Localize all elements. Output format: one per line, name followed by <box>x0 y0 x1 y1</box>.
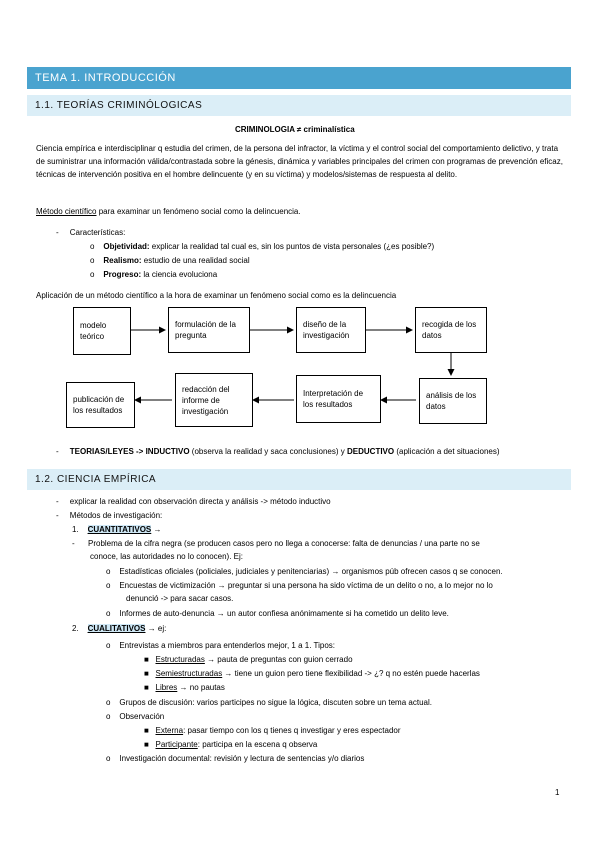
cuant-num: 1. <box>72 525 79 534</box>
grupos-item: o Grupos de discusión: varios participes no sigue la lógica, discuten sobre un tema actual. <box>106 698 432 707</box>
ent-text: → pauta de preguntas con guion cerrado <box>204 655 353 664</box>
section-2-heading: 1.2. CIENCIA EMPÍRICA <box>27 469 571 490</box>
page-number: 1 <box>555 788 560 797</box>
caracteristicas-label: Características: <box>69 228 126 237</box>
ent-text: → tiene un guion pero tiene flexibilidad -> ¿? q no estén puede hacerlas <box>222 669 480 678</box>
cifra-line-2: conoce, las autoridades no lo conocen). Ej: <box>90 552 243 561</box>
flow-box-recogida: recogida de los datos <box>415 307 487 353</box>
obs-item-1: ■ Participante: participa en la escena q observa <box>144 740 318 749</box>
metodo-rest: para examinar un fenómeno social como la delincuencia. <box>96 207 301 216</box>
car-label: Progreso: <box>103 270 142 279</box>
obs-item-0: ■ Externa: pasar tiempo con los q tienes q investigar y eres espectador <box>144 726 401 735</box>
car-label: Realismo: <box>103 256 142 265</box>
criminologia-line: CRIMINOLOGIA ≠ criminalística <box>235 125 355 134</box>
teorias-d: (aplicación a det situaciones) <box>394 447 500 456</box>
emp-item-1: - explicar la realidad con observación directa y análisis -> método inductivo <box>56 497 331 506</box>
cuant-heading <box>72 524 162 535</box>
cifra-line-1: - Problema de la cifra negra (se producen casos pero no llega a conocerse: falta de denuncias / una parte no se <box>72 539 480 548</box>
cuant-item-1: o Encuestas de victimización → preguntar si una persona ha sido víctima de un delito o no, a lo mejor no lo <box>106 581 493 590</box>
emp2-text: Métodos de investigación: <box>69 511 163 520</box>
cuant-item-0: o Estadísticas oficiales (policiales, judiciales y penitenciarias) → organismos púb ofrecen casos q se conocen. <box>106 567 503 576</box>
entrevistas-text: Entrevistas a miembros para entenderlos mejor, 1 a 1. Tipos: <box>119 641 336 650</box>
obs-label: Externa <box>155 726 184 735</box>
car-item-1: o Realismo: estudio de una realidad social <box>90 256 250 265</box>
definition-paragraph: Ciencia empírica e interdisciplinar q estudia del crimen, de la persona del infractor, la víctima y el control social del comportamiento delictivo, y trata de suministrar una información válida/contrastada sobre la génesis, dinámica y variables principales del crimen con programas de prevención eficaz, técnicas de intervención positiva en el hombre delincuente (y en su víctima) y modelos/sistemas de respuesta al delito. <box>36 144 563 179</box>
flow-box-modelo: modelo teórico <box>73 307 131 355</box>
caracteristicas-item: - Características: <box>56 228 126 237</box>
emp-item-2: - Métodos de investigación: <box>56 511 163 520</box>
obs-text: : pasar tiempo con los q tienes q investigar y eres espectador <box>183 726 401 735</box>
teorias-line: - TEORIAS/LEYES -> INDUCTIVO (observa la realidad y saca conclusiones) y DEDUCTIVO (aplicación a det situaciones) <box>56 447 500 456</box>
car-label: Objetividad: <box>103 242 150 251</box>
cuant-label: CUANTITATIVOS <box>87 525 152 534</box>
aplicacion-line: Aplicación de un método científico a la hora de examinar un fenómeno social como es la delincuencia <box>36 291 397 300</box>
teorias-a: TEORIAS/LEYES -> INDUCTIVO <box>69 447 190 456</box>
observacion-item: o Observación <box>106 712 165 721</box>
flow-box-interpretacion: Interpretación de los resultados <box>296 375 381 423</box>
car-text: estudio de una realidad social <box>141 256 250 265</box>
observacion-text: Observación <box>119 712 165 721</box>
car-text: la ciencia evoluciona <box>141 270 218 279</box>
documental-text: Investigación documental: revisión y lectura de sentencias y/o diarios <box>119 754 365 763</box>
flow-box-redaccion: redacción del informe de investigación <box>175 373 253 427</box>
obs-text: : participa en la escena q observa <box>197 740 318 749</box>
cual-heading <box>72 623 166 634</box>
flow-box-analisis: análisis de los datos <box>419 378 487 424</box>
cual-num: 2. <box>72 624 79 633</box>
car-text: explicar la realidad tal cual es, sin los puntos de vista personales (¿es posible?) <box>149 242 435 251</box>
ent-label: Estructuradas <box>155 655 205 664</box>
metodo-label: Método científico <box>36 207 97 216</box>
emp1-text: explicar la realidad con observación directa y análisis -> método inductivo <box>69 497 331 506</box>
car-item-0: o Objetividad: explicar la realidad tal cual es, sin los puntos de vista personales (¿es posible?) <box>90 242 435 251</box>
ent-item-1: ■ Semiestructuradas → tiene un guion pero tiene flexibilidad -> ¿? q no estén puede hacerlas <box>144 669 480 678</box>
cuant-arrow: → <box>151 525 162 534</box>
cuant-item-text: Informes de auto-denuncia → un autor confiesa anónimamente si ha cometido un delito leve. <box>119 609 449 618</box>
flow-box-publicacion: publicación de los resultados <box>66 382 135 428</box>
ent-text: → no pautas <box>177 683 225 692</box>
cuant-item-text: Encuestas de victimización → preguntar si una persona ha sido víctima de un delito o no, a lo mejor no lo <box>119 581 493 590</box>
car-item-2: o Progreso: la ciencia evoluciona <box>90 270 218 279</box>
cual-label: CUALITATIVOS <box>87 624 146 633</box>
teorias-b: (observa la realidad y saca conclusiones) y <box>189 447 347 456</box>
flow-box-formulacion: formulación de la pregunta <box>168 307 250 353</box>
ent-label: Libres <box>155 683 178 692</box>
cifra-text-1: Problema de la cifra negra (se producen casos pero no llega a conocerse: falta de denuncias / una parte no se <box>88 539 480 548</box>
entrevistas-item: o Entrevistas a miembros para entenderlos mejor, 1 a 1. Tipos: <box>106 641 336 650</box>
cuant-item-1-cont: denunció -> para sacar casos. <box>126 594 234 603</box>
section-1-heading: 1.1. TEORÍAS CRIMINÓLOGICAS <box>27 95 571 116</box>
teorias-c: DEDUCTIVO <box>347 447 395 456</box>
ent-label: Semiestructuradas <box>155 669 223 678</box>
cuant-item-2: o Informes de auto-denuncia → un autor confiesa anónimamente si ha cometido un delito leve. <box>106 609 449 618</box>
flow-box-diseno: diseño de la investigación <box>296 307 366 353</box>
documental-item: o Investigación documental: revisión y lectura de sentencias y/o diarios <box>106 754 365 763</box>
tema-heading: TEMA 1. INTRODUCCIÓN <box>27 67 571 89</box>
ent-item-2: ■ Libres → no pautas <box>144 683 225 692</box>
cuant-item-text: Estadísticas oficiales (policiales, judiciales y penitenciarias) → organismos púb ofrecen casos q se conocen. <box>119 567 503 576</box>
obs-label: Participante <box>155 740 198 749</box>
ent-item-0: ■ Estructuradas → pauta de preguntas con guion cerrado <box>144 655 353 664</box>
cual-arrow: → ej: <box>145 624 167 633</box>
grupos-text: Grupos de discusión: varios participes no sigue la lógica, discuten sobre un tema actual. <box>119 698 432 707</box>
